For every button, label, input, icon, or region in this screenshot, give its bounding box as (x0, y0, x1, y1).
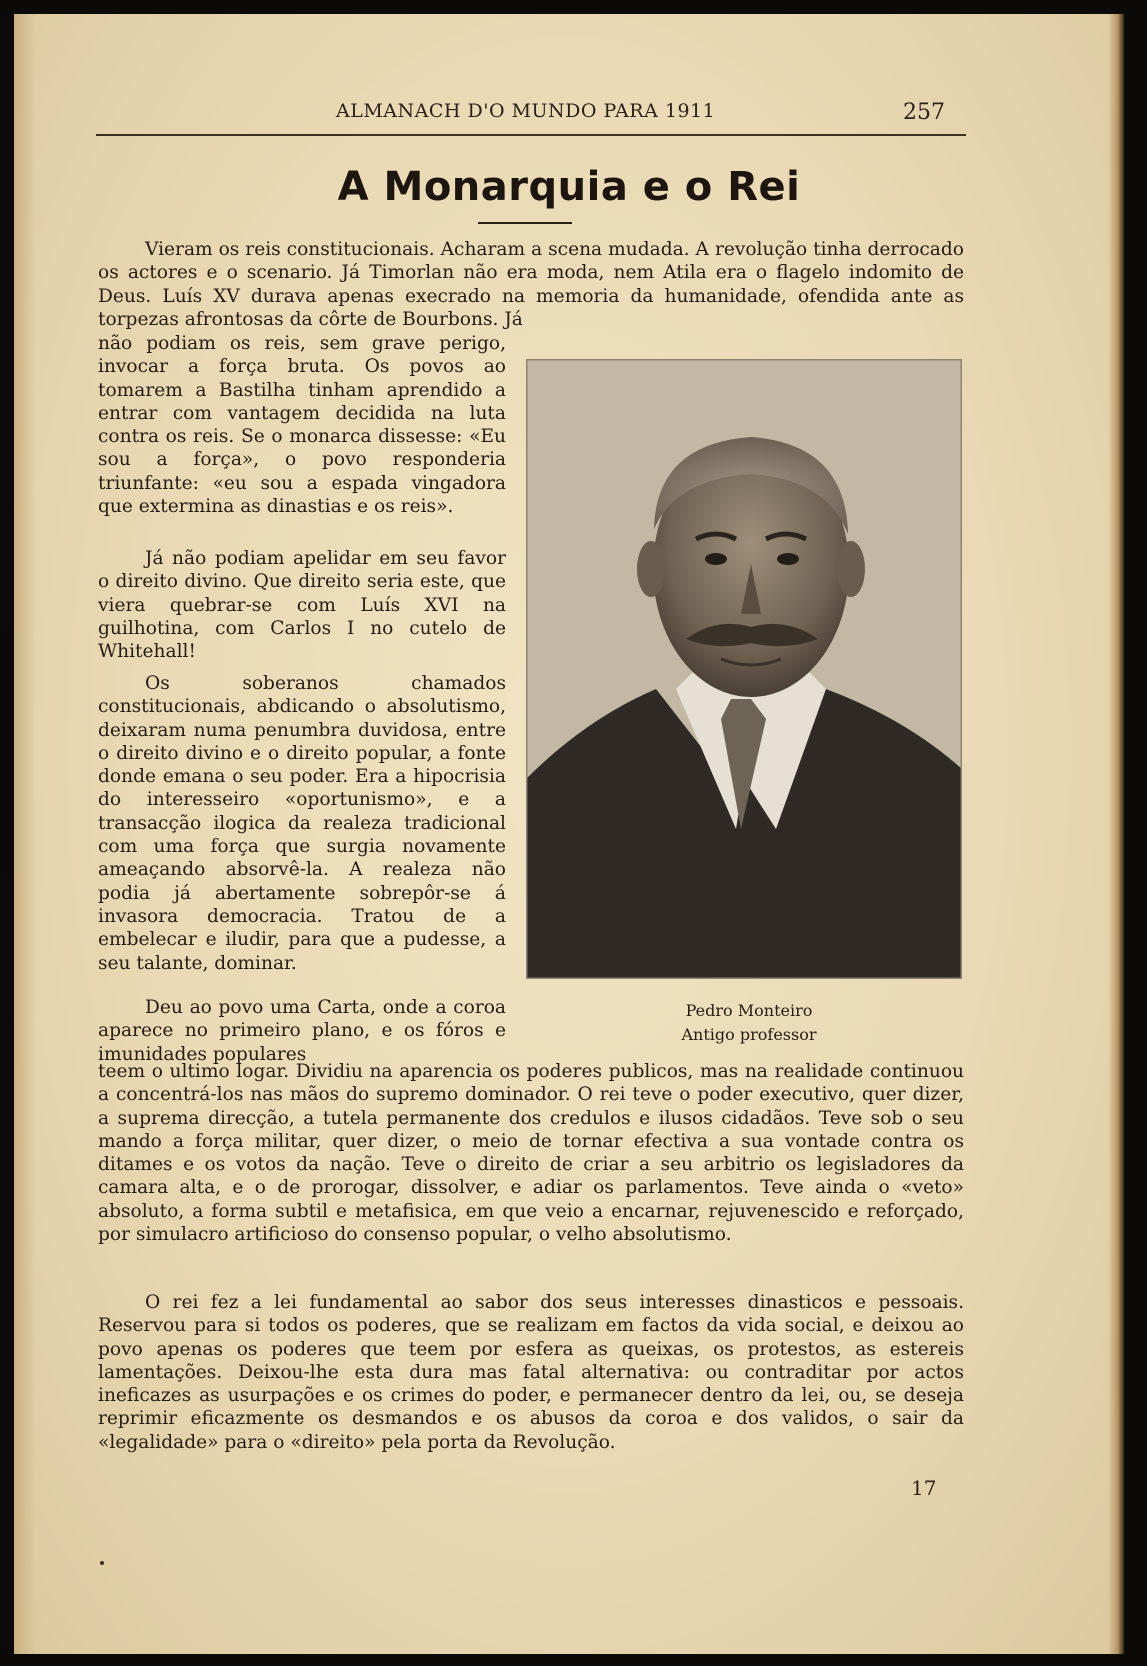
book-page (14, 14, 1124, 1654)
article-title: A Monarquia e o Rei (337, 164, 801, 210)
caption-role: Antigo professor (681, 1025, 817, 1044)
paragraph-column-3: Os soberanos chamados constitucionais, abdicando o absolutismo, deixaram numa penumbra duvidosa, entre o direito divino e o direito popular, a fonte donde emana o seu poder. Era a hipocrisia do interesseiro «oportunismo», e a transacção ilogica da realeza tradicional com uma força que surgia novamente ameaçando absorvê-la. A realeza não podia já abertamente sobrepôr-se á invasora democracia. Tratou de a embelecar e iludir, para que a pudesse, a seu talante, dominar. (98, 673, 506, 974)
caption-name: Pedro Monteiro (685, 1001, 813, 1020)
paragraph-column-4: Deu ao povo uma Carta, onde a coroa aparece no primeiro plano, e os fóros e imunidades populares (98, 997, 506, 1065)
ink-speck (100, 1561, 104, 1565)
paragraph-intro: Vieram os reis constitucionais. Acharam a scena mudada. A revolução tinha derrocado os actores e o scenario. Já Timorlan não era moda, nem Atila era o flagelo indomito de Deus. Luís XV durava apenas execrado na memoria da humanidade, ofendida ante as torpezas afrontosas da côrte de Bourbons. Já (98, 239, 964, 330)
running-header-title: ALMANACH D'O MUNDO PARA 1911 (336, 100, 716, 122)
page-right-binding-edge (1108, 14, 1124, 1654)
portrait-illustration (526, 359, 962, 979)
header-divider (96, 134, 966, 136)
paragraph-column-1: não podiam os reis, sem grave perigo, invocar a força bruta. Os povos ao tomarem a Bastilha tinham aprendido a entrar com vantagem decidida na luta contra os reis. Se o monarca dissesse: «Eu sou a força», o povo responderia triunfante: «eu sou a espada vingadora que extermina as dinastias e os reis». (98, 333, 506, 518)
page-number: 257 (903, 100, 945, 125)
left-ear (637, 541, 665, 597)
paragraph-full-1: teem o ultimo logar. Dividiu na aparencia os poderes publicos, mas na realidade continuou a concentrá-los nas mãos do supremo dominador. O rei teve o poder executivo, quer dizer, a suprema direcção, a tutela permanente dos credulos e ilusos cidadãos. Teve sob o seu mando a força militar, quer dizer, o meio de tornar efectiva a sua vontade contra os ditames e os votos da nação. Teve o direito de criar a seu arbitrio os legisladores da camara alta, e o de prorogar, dissolver, e adiar os parlamentos. Teve ainda o «veto» absoluto, a forma subtil e metafisica, em que veio a encarnar, rejuvenescido e reforçado, por simulacro artificioso do consenso popular, o velho absolutismo. (98, 1061, 964, 1246)
right-eye (777, 553, 799, 565)
paragraph-full-2: O rei fez a lei fundamental ao sabor dos seus interesses dinasticos e pessoais. Reservou para si todos os poderes, que se realizam em factos da vida social, e deixou ao povo apenas os poderes que teem por esfera as queixas, os protestos, as estereis lamentações. Deixou-lhe esta dura mas fatal alternativa: ou contraditar por actos ineficazes as usurpações e os crimes do poder, e permanecer dentro da lei, ou, se deseja reprimir eficazmente os desmandos e os abusos da coroa e dos validos, o sair da «legalidade» para o «direito» pela porta da Revolução. (98, 1292, 964, 1453)
left-eye (705, 553, 727, 565)
right-ear (837, 541, 865, 597)
signature-mark: 17 (911, 1476, 937, 1500)
paragraph-column-2: Já não podiam apelidar em seu favor o direito divino. Que direito seria este, que viera quebrar-se com Luís XVI na guilhotina, com Carlos I no cutelo de Whitehall! (98, 548, 506, 663)
title-underline (478, 222, 572, 224)
page-left-shadow (14, 14, 36, 1654)
portrait-photo (526, 359, 962, 979)
